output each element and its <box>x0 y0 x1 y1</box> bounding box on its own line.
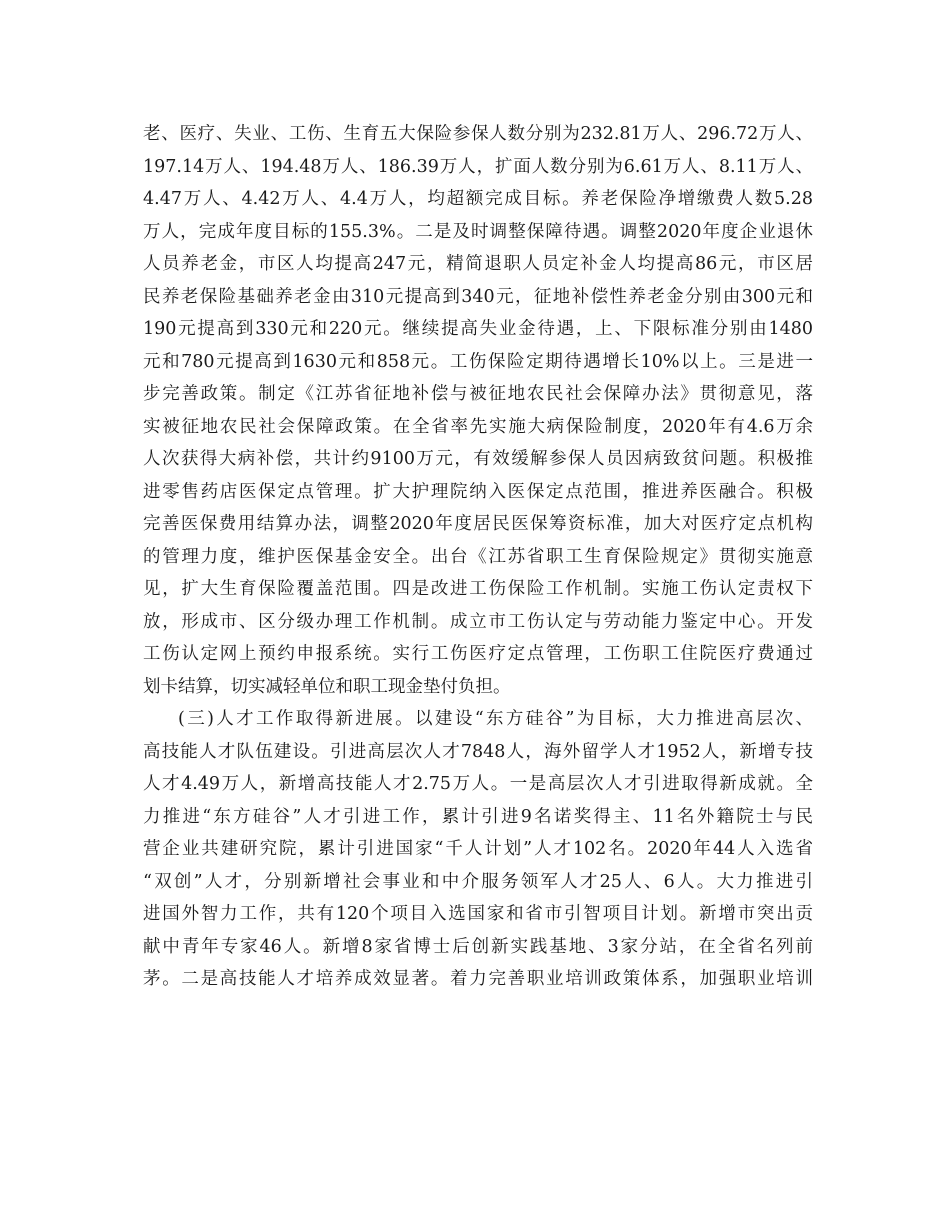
text-line: 的管理力度，维护医保基金安全。出台《江苏省职工生育保险规定》贯彻实施意 <box>143 546 813 567</box>
text-line: 完善医保费用结算办法，调整2020年度居民医保筹资标准，加大对医疗定点机构 <box>143 514 813 534</box>
text-line: 民养老保险基础养老金由310元提高到340元，征地补偿性养老金分别由300元和 <box>143 286 813 307</box>
text-line: 营企业共建研究院，累计引进国家“千人计划”人才102名。2020年44人入选省 <box>143 839 813 859</box>
text-line: 进国外智力工作，共有120个项目入选国家和省市引智项目计划。新增市突出贡 <box>143 904 813 924</box>
text-line: 190元提高到330元和220元。继续提高失业金待遇，上、下限标准分别由1480 <box>143 319 813 339</box>
text-line: 高技能人才队伍建设。引进高层次人才7848人，海外留学人才1952人，新增专技 <box>143 741 813 762</box>
text-line: 197.14万人、194.48万人、186.39万人，扩面人数分别为6.61万人、8.11万人、 <box>143 156 813 177</box>
text-line: 人才4.49万人，新增高技能人才2.75万人。一是高层次人才引进取得新成就。全 <box>143 774 813 794</box>
text-line: “双创”人才，分别新增社会事业和中介服务领军人才25人、6人。大力推进引 <box>143 871 813 892</box>
text-line: 划卡结算，切实减轻单位和职工现金垫付负担。 <box>143 676 511 697</box>
text-line: 步完善政策。制定《江苏省征地补偿与被征地农民社会保障办法》贯彻意见，落 <box>143 384 813 404</box>
text-line: 人次获得大病补偿，共计约9100万元，有效缓解参保人员因病致贫问题。积极推 <box>143 449 813 469</box>
text-line: 实被征地农民社会保障政策。在全省率先实施大病保险制度，2020年有4.6万余 <box>143 416 813 437</box>
text-line: 放，形成市、区分级办理工作机制。成立市工伤认定与劳动能力鉴定中心。开发 <box>143 611 813 632</box>
text-line: 4.47万人、4.42万人、4.4万人，均超额完成目标。养老保险净增缴费人数5.28 <box>143 189 813 209</box>
text-line: 力推进“东方硅谷”人才引进工作，累计引进9名诺奖得主、11名外籍院士与民 <box>143 806 813 827</box>
text-line: 万人，完成年度目标的155.3%。二是及时调整保障待遇。调整2020年度企业退休 <box>143 221 813 242</box>
section-heading-line: (三)人才工作取得新进展。以建设“东方硅谷”为目标，大力推进高层次、 <box>178 709 813 729</box>
text-line: 元和780元提高到1630元和858元。工伤保险定期待遇增长10%以上。三是进一 <box>143 351 813 372</box>
text-line: 茅。二是高技能人才培养成效显著。着力完善职业培训政策体系，加强职业培训 <box>143 969 813 989</box>
body-text <box>143 118 813 996</box>
text-line: 进零售药店医保定点管理。扩大护理院纳入医保定点范围，推进养医融合。积极 <box>143 481 813 502</box>
text-line: 工伤认定网上预约申报系统。实行工伤医疗定点管理，工伤职工住院医疗费通过 <box>143 644 813 664</box>
text-line: 见，扩大生育保险覆盖范围。四是改进工伤保险工作机制。实施工伤认定责权下 <box>143 579 813 599</box>
text-line: 献中青年专家46人。新增8家省博士后创新实践基地、3家分站，在全省名列前 <box>143 936 813 957</box>
text-line: 老、医疗、失业、工伤、生育五大保险参保人数分别为232.81万人、296.72万人、 <box>143 124 813 144</box>
text-line: 人员养老金，市区人均提高247元，精简退职人员定补金人均提高86元，市区居 <box>143 254 813 274</box>
